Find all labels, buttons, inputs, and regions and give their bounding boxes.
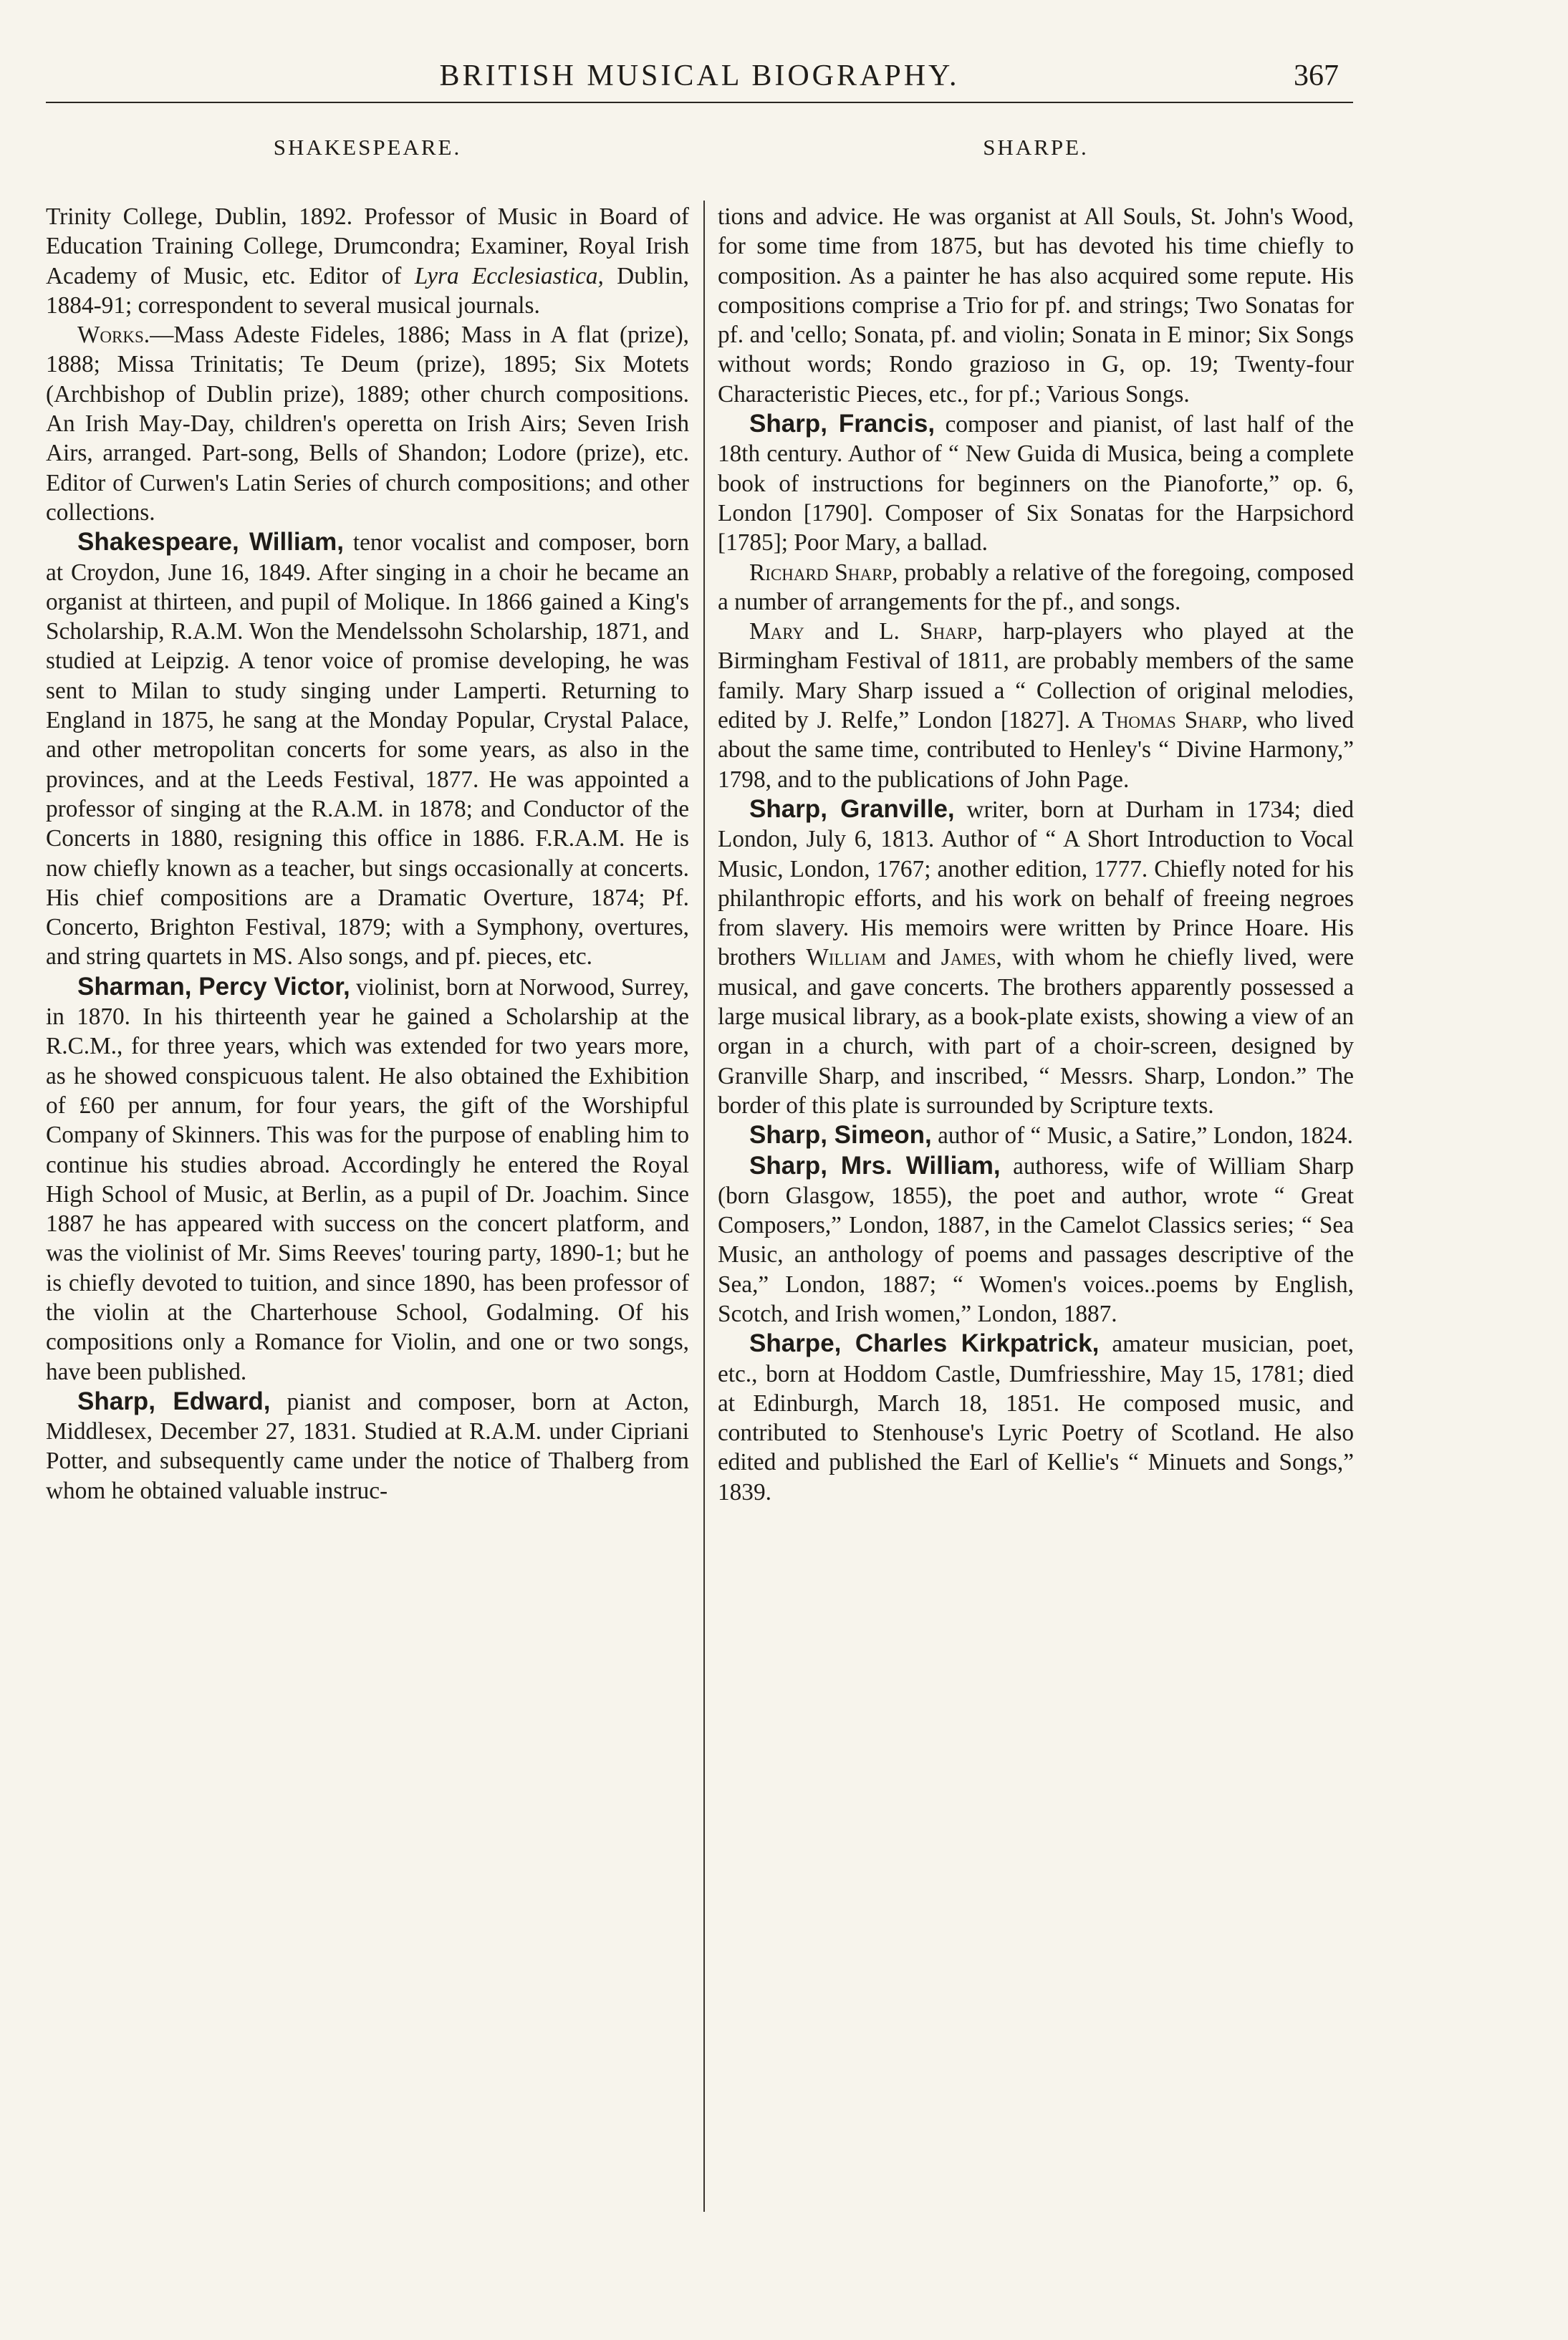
- entry-text: tions and advice. He was organist at All Souls, St. John's Wood, for some time from 1875, but has devoted his time chiefly to composition. As a painter he has also acquired some repute. His compositions comprise a Trio for pf. and strings; Two Sonatas for pf. and 'cello; Sonata, pf. and violin; Sonata in E minor; Six Songs without words; Rondo grazioso in G, op. 19; Twenty-four Characteristic Pieces, etc., for pf.; Various Songs.: [718, 203, 1354, 408]
- entry-headword: Sharp, Simeon,: [749, 1121, 932, 1150]
- entry-text: James,: [941, 944, 1002, 971]
- entry-paragraph: [46, 527, 689, 971]
- entry-text: —Mass Adeste Fideles, 1886; Mass in A flat (prize), 1888; Missa Trinitatis; Te Deum (prize), 1895; Six Motets (Archbishop of Dublin prize), 1889; other church compositions. An Irish May-Day, children's operetta on Irish Airs; Seven Irish Airs, arranged. Part-song, Bells of Shandon; Lodore (prize), etc. Editor of Curwen's Latin Series of church compositions; and other collections.: [46, 322, 689, 526]
- entry-text: violinist, born at Norwood, Surrey, in 1870. In his thirteenth year he gained a Scholarship at the R.C.M., for three years, which was extended for two years more, as he showed conspicuous talent. He also obtained the Exhibition of £60 per annum, for four years, the gift of the Worshipful Company of Skinners. This was for the purpose of enabling him to continue his studies abroad. Accordingly he entered the Royal High School of Music, at Berlin, as a pupil of Dr. Joachim. Since 1887 he has appeared with success on the concert platform, and was the violinist of Mr. Sims Reeves' touring party, 1890-1; but he is chiefly devoted to tuition, and since 1890, has been professor of the violin at the Charterhouse School, Godalming. Of his compositions only a Romance for Violin, and one or two songs, have been published.: [46, 973, 689, 1385]
- entry-text: probably a relative of the foregoing, composed a number of arrangements for the pf., and songs.: [718, 559, 1354, 615]
- entry-text: tenor vocalist and composer, born at Croydon, June 16, 1849. After singing in a choir he became an organist at thirteen, and pupil of Molique. In 1866 gained a King's Scholarship, R.A.M. Won the Mendelssohn Scholarship, 1871, and studied at Leipzig. A tenor voice of promise developing, he was sent to Milan to study singing under Lamperti. Returning to England in 1875, he sang at the Monday Popular, Crystal Palace, and other metropolitan concerts for some years, as also in the provinces, and at the Leeds Festival, 1877. He was appointed a professor of singing at the R.A.M. in 1878; and Conductor of the Concerts in 1880, resigning this office in 1886. F.R.A.M. He is now chiefly known as a teacher, but sings occasionally at concerts. His chief compositions are a Dramatic Overture, 1874; Pf. Concerto, Brighton Festival, 1879; with a Symphony, overtures, and string quartets in MS. Also songs, and pf. pieces, etc.: [46, 529, 689, 971]
- entry-headword: Sharp, Edward,: [77, 1387, 271, 1415]
- entry-text: William: [806, 944, 887, 971]
- entry-paragraph: [718, 409, 1354, 557]
- right-column: [718, 202, 1354, 1507]
- entry-headword: Sharp, Francis,: [749, 410, 935, 438]
- running-header: [46, 59, 1353, 103]
- entry-text: with whom he chiefly lived, were musical, and gave concerts. The brothers apparently possessed a large musical library, as a book-plate exists, showing a view of an organ in a church, with part of a choir-screen, designed by Granville Sharp, and inscribed, “ Messrs. Sharp, London.” The border of this plate is surrounded by Scripture texts.: [718, 944, 1354, 1119]
- entry-headword: Sharman, Percy Victor,: [77, 972, 350, 1001]
- entry-text: Lyra Ecclesiastica,: [414, 262, 604, 289]
- entry-paragraph: [46, 972, 689, 1387]
- entry-headword: Sharpe, Charles Kirkpatrick,: [749, 1329, 1100, 1358]
- entry-text: harp-players who played at the Birmingham Festival of 1811, are probably members of the same family. Mary Sharp issued a “ Collection of original melodies, edited by J. Relfe,” London [1827]. A: [718, 618, 1354, 734]
- entry-text: Thomas Sharp,: [1102, 707, 1249, 734]
- entry-text: pianist and composer, born at Acton, Middlesex, December 27, 1831. Studied at R.A.M. under Cipriani Potter, and subsequently came under the notice of Thalberg from whom he obtained valuable instruc-: [46, 1388, 689, 1504]
- entry-text: Works.: [77, 322, 150, 349]
- entry-text: amateur musician, poet, etc., born at Hoddom Castle, Dumfriesshire, May 15, 1781; died at Edinburgh, March 18, 1851. He composed music, and contributed to Stenhouse's Lyric Poetry of Scotland. He also edited and published the Earl of Kellie's “ Minuets and Songs,” 1839.: [718, 1331, 1354, 1506]
- entry-paragraph: [46, 202, 689, 320]
- entry-text: author of “ Music, a Satire,” London, 1824.: [931, 1122, 1353, 1150]
- column-divider: [703, 201, 705, 2212]
- entry-text: and: [886, 944, 941, 971]
- entry-text: Richard Sharp,: [749, 559, 898, 586]
- entry-paragraph: [718, 1151, 1354, 1329]
- entry-paragraph: [718, 617, 1354, 794]
- left-column-heading: SHAKESPEARE.: [273, 135, 462, 160]
- entry-paragraph: [718, 558, 1354, 617]
- page-number: 367: [1294, 59, 1339, 92]
- entry-headword: Sharp, Mrs. William,: [749, 1151, 1001, 1180]
- entry-headword: Sharp, Granville,: [749, 794, 955, 823]
- entry-paragraph: [718, 202, 1354, 409]
- entry-text: Mary: [749, 618, 804, 645]
- entry-text: Trinity College, Dublin, 1892. Professor of Music in Board of Education Training College, Drumcondra; Examiner, Royal Irish Academy of Music, etc. Editor of: [46, 203, 689, 289]
- entry-text: composer and pianist, of last half of the 18th century. Author of “ New Guida di Musica, being a complete book of instructions for beginners on the Pianoforte,” op. 6, London [1790]. Composer of Six Sonatas for the Harpsichord [1785]; Poor Mary, a ballad.: [718, 411, 1354, 557]
- entry-text: and L.: [804, 618, 920, 645]
- entry-paragraph: [46, 1387, 689, 1506]
- entry-paragraph: [718, 1329, 1354, 1507]
- entry-text: Dublin, 1884-91; correspondent to several musical journals.: [46, 262, 689, 319]
- entry-text: Sharp,: [920, 618, 983, 645]
- entry-text: authoress, wife of William Sharp (born Glasgow, 1855), the poet and author, wrote “ Great Composers,” London, 1887, in the Camelot Classics series; “ Sea Music, an anthology of poems and passages descriptive of the Sea,” London, 1887; “ Women's voices..poems by English, Scotch, and Irish women,” London, 1887.: [718, 1152, 1354, 1327]
- entry-paragraph: [46, 320, 689, 527]
- entry-paragraph: [718, 1120, 1354, 1150]
- left-column: [46, 202, 689, 1506]
- entry-paragraph: [718, 794, 1354, 1120]
- entry-text: writer, born at Durham in 1734; died London, July 6, 1813. Author of “ A Short Introduction to Vocal Music, London, 1767; another edition, 1777. Chiefly noted for his philanthropic efforts, and his work on behalf of freeing negroes from slavery. His memoirs were written by Prince Hoare. His brothers: [718, 796, 1354, 971]
- right-column-heading: SHARPE.: [983, 135, 1089, 160]
- running-title: BRITISH MUSICAL BIOGRAPHY.: [439, 59, 960, 92]
- entry-text: who lived about the same time, contributed to Henley's “ Divine Harmony,” 1798, and to the publications of John Page.: [718, 707, 1354, 793]
- entry-headword: Shakespeare, William,: [77, 528, 344, 557]
